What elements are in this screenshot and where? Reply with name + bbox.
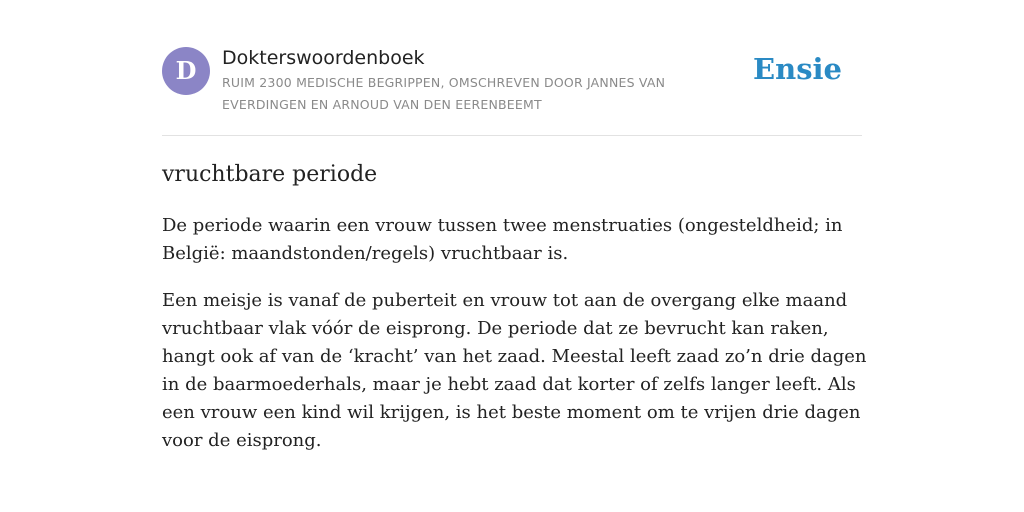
ensie-logo[interactable]: Ensie (753, 52, 842, 86)
entry-paragraph: Een meisje is vanaf de puberteit en vrouw tot aan de overgang elke maand vruchtbaar vlak vóór de eisprong. De periode dat ze bevrucht kan raken, hangt ook af van de ‘kracht’ van het zaad. Meestal leeft zaad zo’n drie dagen in de baarmoederhals, maar je hebt zaad dat korter of zelfs langer leeft. Als een vrouw een kind wil krijgen, is het beste moment om te vrijen drie dagen voor de eisprong. (162, 290, 867, 451)
entry-paragraph: De periode waarin een vrouw tussen twee menstruaties (ongesteldheid; in België: maandstonden/regels) vruchtbaar is. (162, 215, 843, 264)
source-title[interactable]: Dokterswoordenboek (222, 47, 425, 69)
entry-body (162, 212, 872, 474)
entry-title: vruchtbare periode (162, 162, 378, 187)
source-header (162, 46, 862, 136)
source-avatar[interactable]: D (162, 47, 210, 95)
source-subtitle: RUIM 2300 MEDISCHE BEGRIPPEN, OMSCHREVEN DOOR JANNES VAN EVERDINGEN EN ARNOUD VAN DEN EERENBEEMT (222, 75, 666, 112)
